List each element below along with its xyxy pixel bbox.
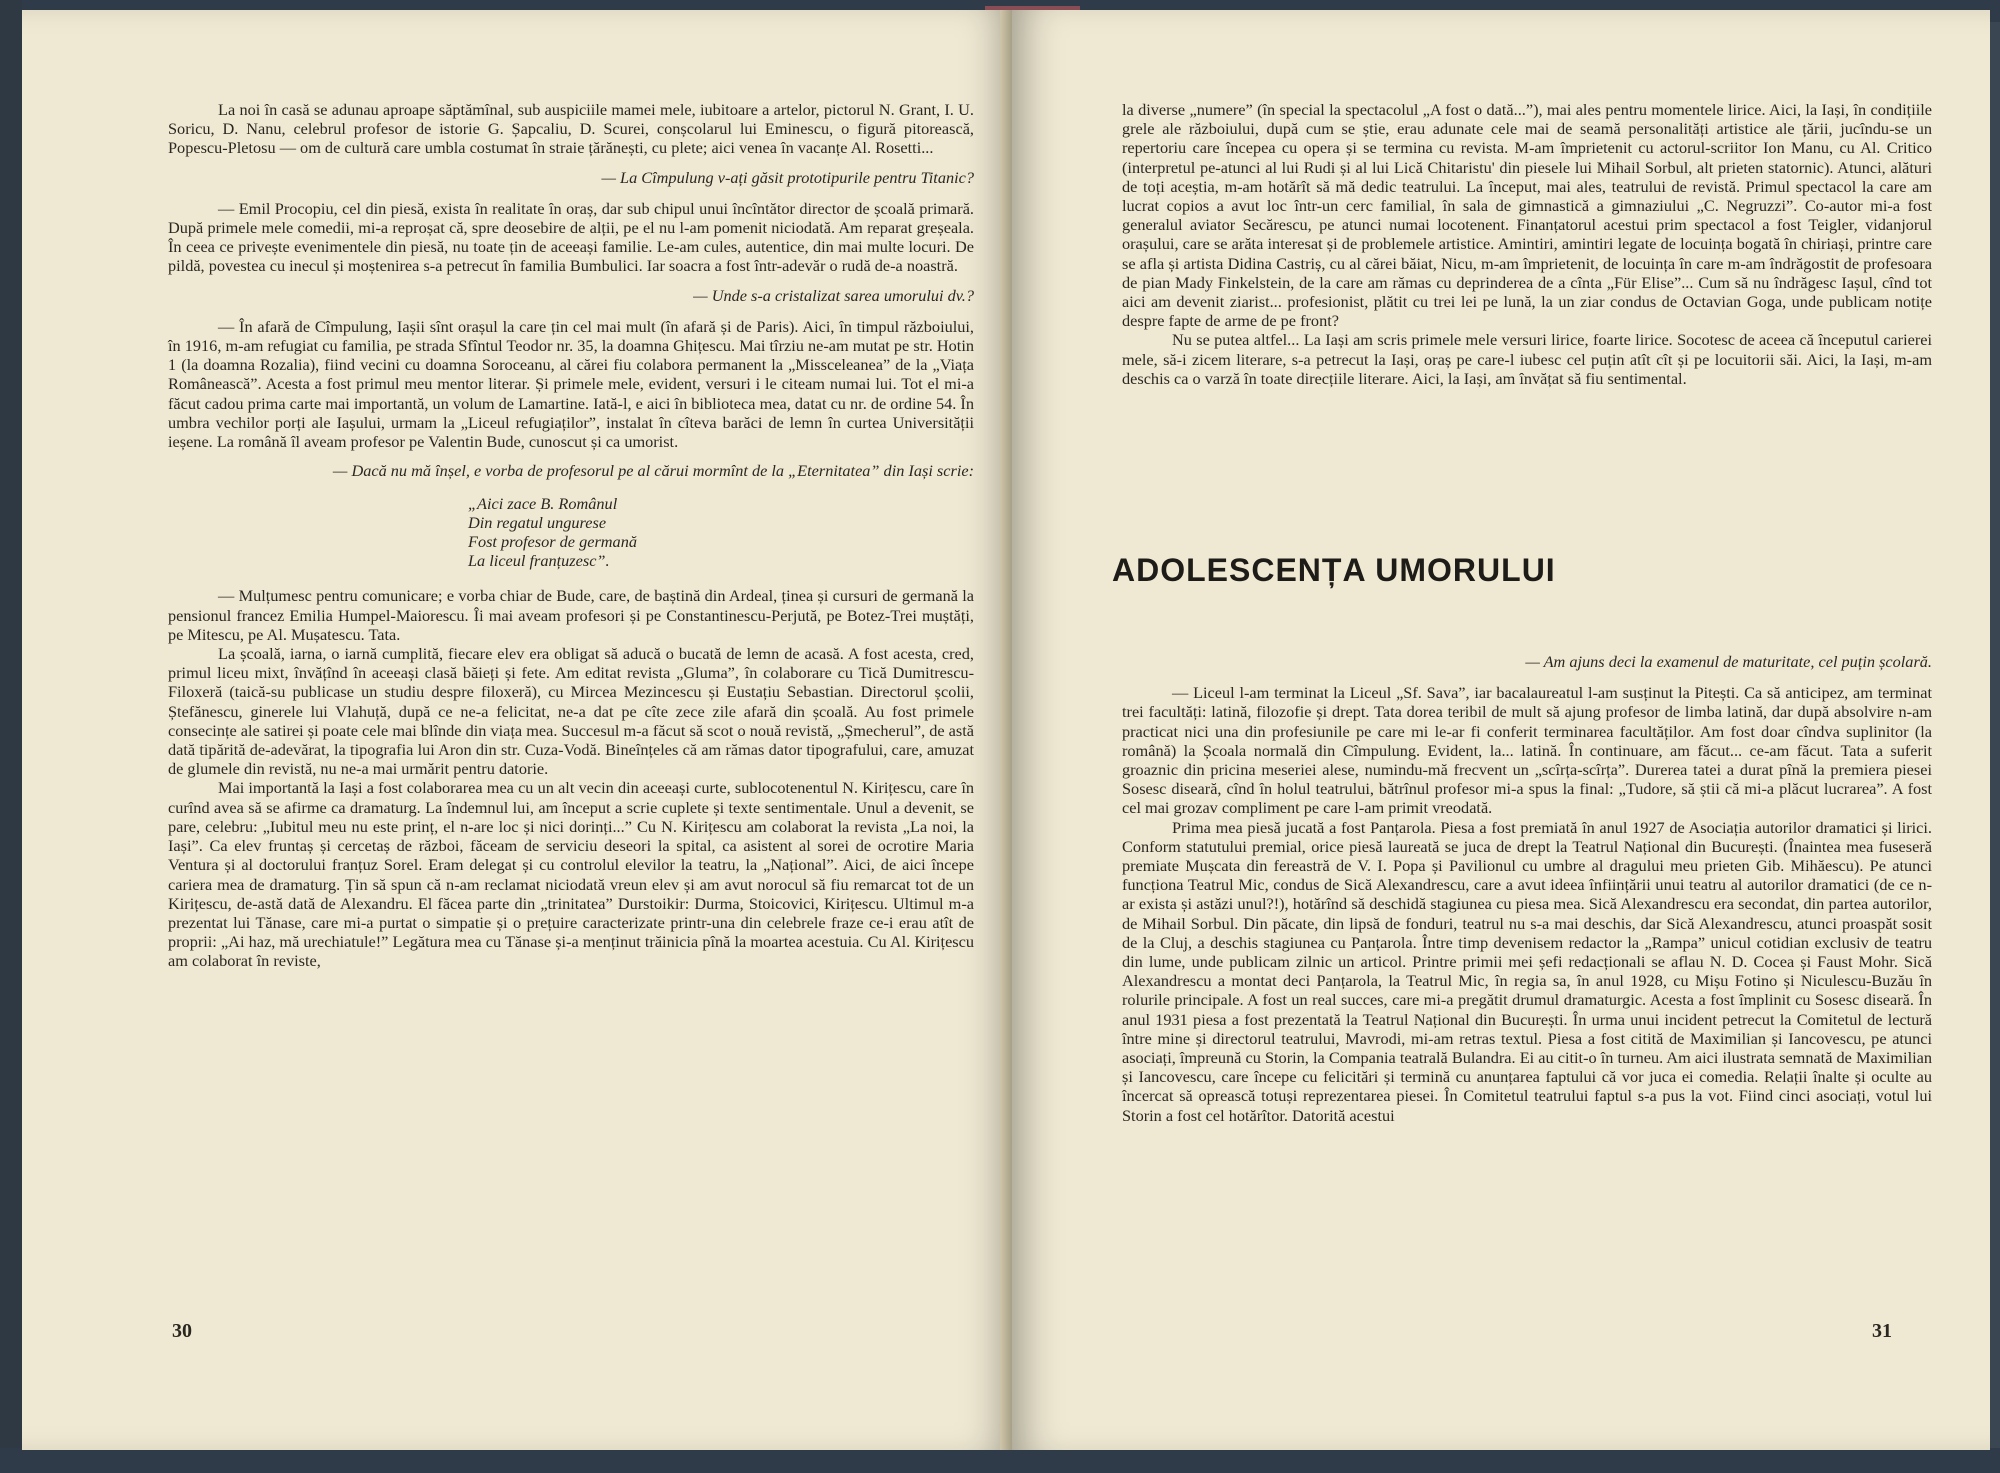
poem-line: „Aici zace B. Românul xyxy=(468,494,618,514)
paragraph: — Emil Procopiu, cel din piesă, exista în realitate în oraș, dar sub chipul unui încîntător director de școală primară. După primele mele comedii, mi-a reproșat că, spre deosebire de alții, pe el nu l-am pomenit niciodată. Am reparat greșeala. În ceea ce privește evenimentele din piesă, nu toate țin de aceeași familie. Le-am cules, autentice, din mai multe locuri. De pildă, povestea cu inecul și moștenirea s-a petrecut în familia Bumbulici. Iar soacra a fost într-adevăr o rudă de-a noastră. xyxy=(168,198,974,276)
left-page xyxy=(22,10,1012,1450)
right-text-column-lower xyxy=(1122,642,1932,1125)
poem-line: Fost profesor de germană xyxy=(468,532,637,552)
interview-question: — Unde s-a cristalizat sarea umorului dv.? xyxy=(693,285,974,305)
paragraph: Mai importantă la Iași a fost colaborarea mea cu un alt vecin din aceeași curte, sublocotenentul N. Kirițescu, care în curînd avea să se afirme ca dramaturg. La îndemnul lui, am început a scrie cuplete și texte sentimentale. Unul a devenit, se pare, celebru: „Iubitul meu nu este prinț, el n-are loc și nici dorinți...” Cu N. Kirițescu am colaborat la revista „La noi, la Iași”. Ca elev fruntaș și cercetaș de război, făceam de serviciu deseori la spital, ca asistent al sorei de ocrotire Maria Ventura și al doctorului franțuz Sorel. Eram delegat și cu controlul elevilor la teatru, la „Național”. Aici, de aici începe cariera mea de dramaturg. Țin să spun că n-am reclamat niciodată vreun elev și am avut norocul să fiu remarcat tot de un Kirițescu, de-astă dată de Alexandru. El făcea parte din „trinitatea” Durstoikir: Durma, Stoicovici, Kirițescu. Ultimul m-a prezentat lui Tănase, care mi-a purtat o simpatie și o prețuire caracterizate printr-una din celebrele fraze ce-i erau atît de proprii: „Ai haz, mă urechiatule!” Legătura mea cu Tănase și-a menținut trăinicia pînă la moartea acestuia. Cu Al. Kirițescu am colaborat în reviste, xyxy=(168,778,974,971)
page-number: 30 xyxy=(172,1320,192,1342)
page-number: 31 xyxy=(1872,1320,1892,1342)
poem-line: La liceul franțuzesc”. xyxy=(468,551,610,571)
poem-line: Din regatul ungurese xyxy=(468,513,607,533)
left-paragraphs xyxy=(168,100,974,480)
paragraph: La noi în casă se adunau aproape săptămînal, sub auspiciile mamei mele, iubitoare a artelor, pictorul N. Grant, I. U. Soricu, D. Nanu, celebrul profesor de istorie G. Șapcaliu, D. Scurei, conșcolarul lui Eminescu, o figură pitorească, Popescu-Pletosu — om de cultură care umbla costumat în straie țărănești, cu plete; aici venea în vacanțe Al. Rosetti... xyxy=(168,100,974,158)
left-paragraphs-continued xyxy=(168,586,974,970)
interview-question: — La Cîmpulung v-ați găsit prototipurile pentru Titanic? xyxy=(601,167,974,187)
left-text-column xyxy=(168,100,974,971)
book-cover-left xyxy=(0,0,22,1473)
chapter-heading: ADOLESCENȚA UMORULUI xyxy=(1112,552,1556,588)
book-cover-bottom xyxy=(0,1448,2000,1473)
right-paragraphs-continued xyxy=(1122,652,1932,1125)
interview-question: — Dacă nu mă înșel, e vorba de profesorul pe al cărui mormînt de la „Eternitatea” din Iași scrie: xyxy=(332,461,974,481)
right-paragraphs xyxy=(1122,100,1932,388)
right-text-column xyxy=(1122,100,1932,388)
right-page xyxy=(1012,10,1990,1450)
paragraph: Prima mea piesă jucată a fost Panțarola. Piesa a fost premiată în anul 1927 de Asociația autorilor dramatici și lirici. Conform statutului premial, orice piesă laureată se juca de drept la Teatrul Național din București. (Înaintea mea fuseseră premiate Mușcata din fereastră de V. I. Popa și Pavilionul cu umbre al dragului meu prieten Gib. Mihăescu). Pe atunci funcționa Teatrul Mic, condus de Sică Alexandrescu, care a avut ideea înființării unui teatru al autorilor dramatici (de ce n-ar exista și astăzi unul?!), hotărînd să deschidă stagiunea cu piesa mea. Sică Alexandrescu era secondat, din partea autorilor, de Mihail Sorbul. Din păcate, din lipsă de fonduri, teatrul nu s-a mai deschis, dar Sică Alexandrescu, atunci proaspăt sosit de la Cluj, a deschis stagiunea cu Panțarola. Între timp devenisem redactor la „Rampa” unicul cotidian exclusiv de teatru din lume, unde publicam zilnic un articol. Printre primii mei șefi redacționali se aflau N. D. Cocea și Faust Mohr. Sică Alexandrescu a montat deci Panțarola, la Teatrul Mic, în regia sa, în anul 1928, cu Mișu Fotino și Niculescu-Buzău în rolurile principale. A fost un real succes, care mi-a pregătit drumul dramaturgic. Acesta a fost împlinit cu Sosesc diseară. În anul 1931 piesa a fost prezentată la Teatrul Național din București. În urma unui incident petrecut la Comitetul de lectură între mine și directorul teatrului, Mavrodi, mi-am retras textul. Piesa a fost citită de Maximilian și Iancovescu, pe atunci asociați, împreună cu Storin, la Compania teatrală Bulandra. Ei au citit-o în turneu. Am aici ilustrata semnată de Maximilian și Iancovescu, care începe cu felicitări și termină cu anunțarea faptului că vor juca ei comedia. Relații înalte și oculte au încercat să oprească totuși reprezentarea piesei. În Comitetul teatrului faptul s-a pus la vot. Fiind cinci asociați, votul lui Storin a fost cel hotărîtor. Datorită acestui xyxy=(1122,817,1932,1125)
paragraph: — Liceul l-am terminat la Liceul „Sf. Sava”, iar bacalaureatul l-am susținut la Pitești. Ca să anticipez, am terminat trei facultăți: latină, filozofie și drept. Tata dorea teribil de mult să ajung profesor de limba latină, dar după absolvire n-am practicat nici una din profesiunile pe care mi le-ar fi conferit terminarea facultăților. Am fost doar cîndva suplinitor (la română) la Școala normală din Cîmpulung. Evident, la... latină. În continuare, am făcut... ce-am făcut. Tata a suferit groaznic din pricina meseriei alese, numindu-mă frecvent un „scîrța-scîrța”. Durerea tatei a durat pînă la premiera piesei Sosesc diseară, cînd în holul teatrului, bătrînul profesor mi-a spus la final: „Tudore, să știi că mi-a plăcut lucrarea”. A fost cel mai grozav compliment pe care l-am primit vreodată. xyxy=(1122,683,1932,818)
paragraph: — În afară de Cîmpulung, Iașii sînt orașul la care țin cel mai mult (în afară și de Paris). Aici, în timpul războiului, în 1916, m-am refugiat cu familia, pe strada Sfîntul Teodor nr. 35, la doamna Ghițescu. Mai tîrziu ne-am mutat pe str. Hotin 1 (la doamna Rozalia), fiind vecini cu doamna Soroceanu, al cărei fiu colabora permanent la „Missceleanea” de la „Viața Românească”. Acesta a fost primul meu mentor literar. Și primele mele, evident, versuri i le citeam numai lui. Tot el mi-a făcut cadou prima carte mai importantă, un volum de Lamartine. Iată-l, e aici în biblioteca mea, datat cu nr. de ordine 54. În umbra vechilor porți ale Iașului, urmam la „Liceul refugiaților”, instalat în cîteva barăci de lemn în curtea Universității ieșene. La română îl aveam profesor pe Valentin Bude, cunoscut și ca umorist. xyxy=(168,316,974,452)
epitaph-poem xyxy=(468,494,974,570)
paragraph: Nu se putea altfel... La Iași am scris primele mele versuri lirice, foarte lirice. Socotesc de aceea că începutul carierei mele, să-i zicem literare, s-a petrecut la Iași, oraș pe care-l iubesc cel puțin atît cît și pe locuitorii săi. Aici, la Iași, m-am deschis ca o varză în toate direcțiile literare. Aici, la Iași, am învățat să fiu sentimental. xyxy=(1122,330,1932,388)
paragraph: — Mulțumesc pentru comunicare; e vorba chiar de Bude, care, de baștină din Ardeal, ținea și cursuri de germană la pensionul francez Emilia Humpel-Maiorescu. Îi mai aveam profesori și pe Constantinescu-Perjută, pe Botez-Trei muștăți, pe Mitescu, pe Al. Mușatescu. Tata. xyxy=(168,586,974,644)
paragraph: La școală, iarna, o iarnă cumplită, fiecare elev era obligat să aducă o bucată de lemn de acasă. A fost acesta, cred, primul liceu mixt, învățînd în aceeași clasă băieți și fete. Am editat revista „Gluma”, în colaborare cu Tică Dumitrescu-Filoxeră (taică-su publicase un studiu despre filoxeră), cu Mircea Mezincescu și Eustațiu Sebastian. Directorul școlii, Ștefănescu, ginerele lui Vlahuță, după ce ne-a felicitat, ne-a dat pe cîte zece zile afară din școală. Au fost primele consecințe ale satirei și poate cele mai blînde din viața mea. Succesul m-a făcut să scot o nouă revistă, „Șmecherul”, de astă dată tipărită de-adevărat, la tipografia lui Aron din str. Cuza-Vodă. Bineînțeles că am rămas dator tipografului, care, amuzat de glumele din revistă, nu ne-a mai urmărit pentru datorie. xyxy=(168,644,974,779)
interview-question: — Am ajuns deci la examenul de maturitate, cel puțin școlară. xyxy=(1525,652,1932,671)
paragraph: la diverse „numere” (în special la spectacolul „A fost o dată...”), mai ales pentru momentele lirice. Aici, la Iași, în condițiile grele ale războiului, după cum se știe, erau adunate cele mai de seamă personalități artistice ale țării, jucîndu-se un repertoriu care începea cu opera și se termina cu revista. M-am împrietenit cu actorul-scriitor Ion Manu, cu Al. Critico (interpretul pe-atunci al lui Rudi și al lui Lică Chitaristu' din piesele lui Mihail Sorbul, alt prieten statornic). Atunci, alături de toți aceștia, m-am hotărît să mă dedic teatrului. La început, mai ales, teatrului de revistă. Primul spectacol la care am lucrat copios a avut loc într-un cerc familial, în sala de gimnastică a gimnaziului „C. Negruzzi”. Co-autor mi-a fost generalul aviator Secărescu, pe atunci numai locotenent. Finanțatorul acestui prim spectacol a fost Teigler, vidanjorul orașului, care se arăta interesat și de problemele artistice. Amintiri, amintiri legate de locuința bogată în chiriași, printre care se afla și artista Didina Castriș, cu al cărei băiat, Nicu, m-am împrietenit, de locuința în care m-am îndrăgostit de profesoara de pian Mady Finkelstein, de la care am rămas cu deprinderea de a cînta „Für Elise”... Cum să nu îndrăgesc Iașul, cînd tot aici am devenit ziarist... profesionist, plătit cu trei lei pe lună, la un ziar condus de Octavian Goga, unde publicam notițe despre fapte de arme de pe front? xyxy=(1122,100,1932,331)
